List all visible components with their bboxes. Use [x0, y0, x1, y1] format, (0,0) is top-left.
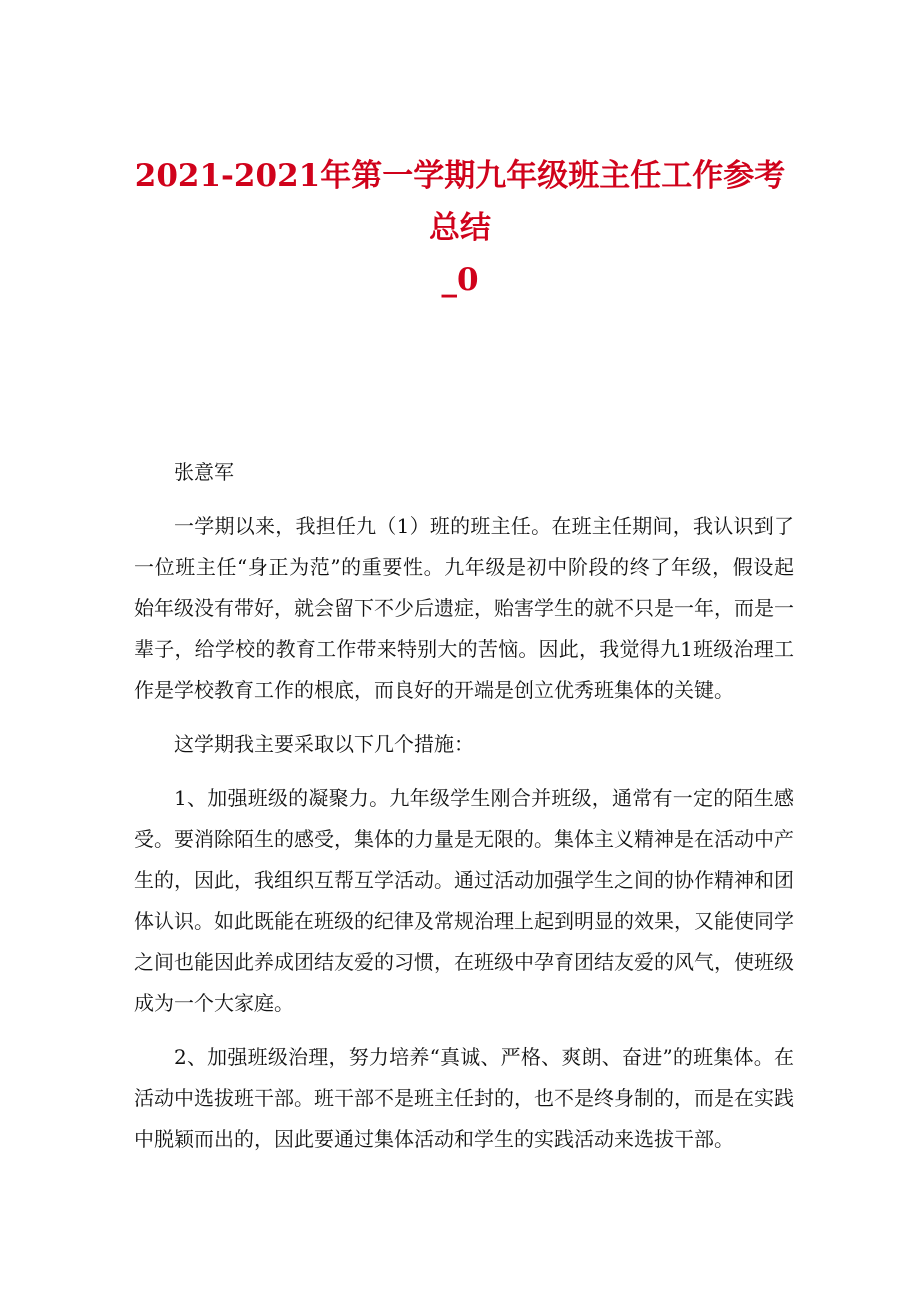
author-name: 张意军	[174, 460, 234, 484]
document-title	[120, 150, 800, 306]
title-line-2: _0	[441, 262, 479, 298]
paragraph-measure-1: 1、加强班级的凝聚力。九年级学生刚合并班级，通常有一定的陌生感受。要消除陌生的感受，集体的力量是无限的。集体主义精神是在活动中产生的，因此，我组织互帮互学活动。通过活动加强学生之间的协作精神和团体认识。如此既能在班级的纪律及常规治理上起到明显的效果，又能使同学之间也能因此养成团结友爱的习惯，在班级中孕育团结友爱的风气，使班级成为一个大家庭。	[134, 786, 794, 1015]
document-body	[134, 452, 794, 1173]
title-line-1: 2021-2021年第一学期九年级班主任工作参考总结	[134, 158, 786, 246]
paragraph-measures-intro: 这学期我主要采取以下几个措施：	[174, 732, 474, 756]
paragraph-measure-2: 2、加强班级治理，努力培养“真诚、严格、爽朗、奋进”的班集体。在活动中选拔班干部。班干部不是班主任封的，也不是终身制的，而是在实践中脱颖而出的，因此要通过集体活动和学生的实践活动来选拔干部。	[134, 1045, 794, 1151]
paragraph-intro: 一学期以来，我担任九（1）班的班主任。在班主任期间，我认识到了一位班主任“身正为范”的重要性。九年级是初中阶段的终了年级，假设起始年级没有带好，就会留下不少后遗症，贻害学生的就不只是一年，而是一辈子，给学校的教育工作带来特别大的苦恼。因此，我觉得九1班级治理工作是学校教育工作的根底，而良好的开端是创立优秀班集体的关键。	[134, 514, 794, 702]
